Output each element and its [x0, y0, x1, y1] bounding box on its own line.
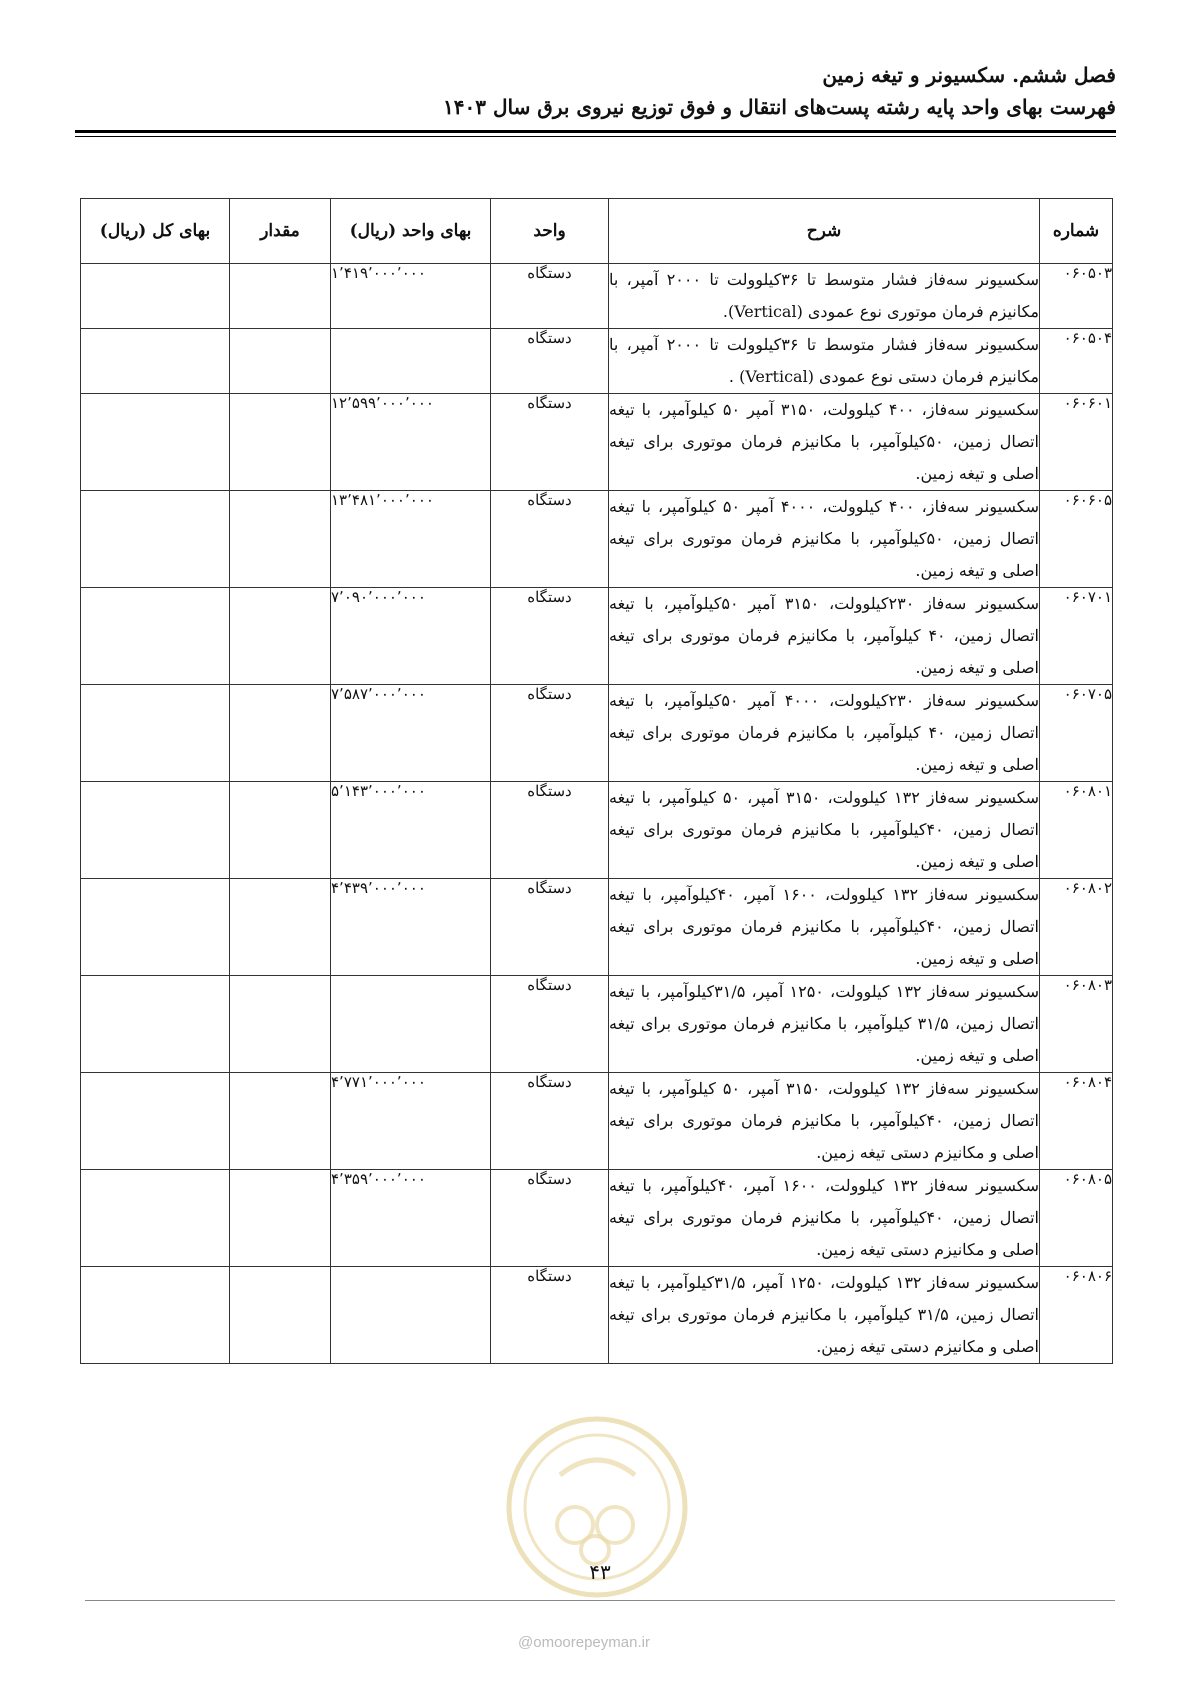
header-rule-thick [75, 130, 1116, 133]
item-unit: دستگاه [491, 394, 609, 491]
item-quantity[interactable] [230, 394, 331, 491]
watermark-url: @omoorepeyman.ir [518, 1634, 650, 1651]
item-quantity[interactable] [230, 1073, 331, 1170]
item-quantity[interactable] [230, 491, 331, 588]
item-unit: دستگاه [491, 1267, 609, 1364]
item-total-price[interactable] [81, 491, 230, 588]
footer-rule [85, 1600, 1115, 1601]
item-description: سکسیونر سه‌فاز ۱۳۲ کیلوولت، ۱۶۰۰ آمپر، ۴۰کیلوآمپر، با تیغه اتصال زمین، ۴۰کیلوآمپر، با مکانیزم فرمان موتوری برای تیغه اصلی و تیغه زمین. [609, 879, 1040, 976]
item-unit: دستگاه [491, 588, 609, 685]
item-unit-price: ۴٬۳۵۹٬۰۰۰٬۰۰۰ [331, 1170, 491, 1267]
item-unit: دستگاه [491, 1073, 609, 1170]
item-quantity[interactable] [230, 588, 331, 685]
item-total-price[interactable] [81, 1073, 230, 1170]
item-description: سکسیونر سه‌فاز ۱۳۲ کیلوولت، ۳۱۵۰ آمپر، ۵۰ کیلوآمپر، با تیغه اتصال زمین، ۴۰کیلوآمپر، با مکانیزم فرمان موتوری برای تیغه اصلی و تیغه زمین. [609, 782, 1040, 879]
item-quantity[interactable] [230, 264, 331, 329]
item-unit-price: ۷٬۰۹۰٬۰۰۰٬۰۰۰ [331, 588, 491, 685]
item-unit: دستگاه [491, 1170, 609, 1267]
item-unit: دستگاه [491, 491, 609, 588]
item-unit: دستگاه [491, 879, 609, 976]
item-unit-price: ۵٬۱۴۳٬۰۰۰٬۰۰۰ [331, 782, 491, 879]
table-row [81, 588, 1113, 685]
item-number: ۰۶۰۸۰۲ [1040, 879, 1113, 976]
header-number: شماره [1040, 199, 1113, 264]
item-quantity[interactable] [230, 1267, 331, 1364]
item-unit-price [331, 1267, 491, 1364]
table-row [81, 1267, 1113, 1364]
item-quantity[interactable] [230, 685, 331, 782]
item-total-price[interactable] [81, 329, 230, 394]
item-number: ۰۶۰۷۰۵ [1040, 685, 1113, 782]
item-number: ۰۶۰۸۰۵ [1040, 1170, 1113, 1267]
header-unit: واحد [491, 199, 609, 264]
item-description: سکسیونر سه‌فاز ۱۳۲ کیلوولت، ۳۱۵۰ آمپر، ۵۰ کیلوآمپر، با تیغه اتصال زمین، ۴۰کیلوآمپر، با مکانیزم فرمان موتوری برای تیغه اصلی و مکانیزم دستی تیغه زمین. [609, 1073, 1040, 1170]
header-quantity: مقدار [230, 199, 331, 264]
item-unit-price: ۱۲٬۵۹۹٬۰۰۰٬۰۰۰ [331, 394, 491, 491]
item-total-price[interactable] [81, 394, 230, 491]
item-description: سکسیونر سه‌فاز، ۴۰۰ کیلوولت، ۳۱۵۰ آمپر ۵۰ کیلوآمپر، با تیغه اتصال زمین، ۵۰کیلوآمپر، با مکانیزم فرمان موتوری برای تیغه اصلی و تیغه زمین. [609, 394, 1040, 491]
price-table [80, 198, 1113, 1364]
item-description: سکسیونر سه‌فاز، ۴۰۰ کیلوولت، ۴۰۰۰ آمپر ۵۰ کیلوآمپر، با تیغه اتصال زمین، ۵۰کیلوآمپر، با مکانیزم فرمان موتوری برای تیغه اصلی و تیغه زمین. [609, 491, 1040, 588]
item-unit-price: ۴٬۷۷۱٬۰۰۰٬۰۰۰ [331, 1073, 491, 1170]
header-unit-price: بهای واحد (ریال) [331, 199, 491, 264]
item-total-price[interactable] [81, 782, 230, 879]
item-description: سکسیونر سه‌فاز ۱۳۲ کیلوولت، ۱۶۰۰ آمپر، ۴۰کیلوآمپر، با تیغه اتصال زمین، ۴۰کیلوآمپر، با مکانیزم فرمان موتوری برای تیغه اصلی و مکانیزم دستی تیغه زمین. [609, 1170, 1040, 1267]
item-number: ۰۶۰۸۰۴ [1040, 1073, 1113, 1170]
table-row [81, 264, 1113, 329]
table-row [81, 976, 1113, 1073]
item-total-price[interactable] [81, 588, 230, 685]
item-unit-price [331, 329, 491, 394]
item-description: سکسیونر سه‌فاز فشار متوسط تا ۳۶کیلوولت تا ۲۰۰۰ آمپر، با مکانیزم فرمان موتوری نوع عمودی (Vertical). [609, 264, 1040, 329]
table-row [81, 685, 1113, 782]
item-unit-price: ۴٬۴۳۹٬۰۰۰٬۰۰۰ [331, 879, 491, 976]
header-total-price: بهای کل (ریال) [81, 199, 230, 264]
chapter-title: فصل ششم. سکسیونر و تیغه زمین [822, 63, 1116, 87]
item-total-price[interactable] [81, 976, 230, 1073]
item-number: ۰۶۰۸۰۶ [1040, 1267, 1113, 1364]
header-rule-thin [75, 136, 1116, 137]
item-total-price[interactable] [81, 264, 230, 329]
item-quantity[interactable] [230, 879, 331, 976]
page-header [443, 58, 1116, 122]
item-total-price[interactable] [81, 1170, 230, 1267]
item-description: سکسیونر سه‌فاز ۲۳۰کیلوولت، ۳۱۵۰ آمپر ۵۰کیلوآمپر، با تیغه اتصال زمین، ۴۰ کیلوآمپر، با مکانیزم فرمان موتوری برای تیغه اصلی و تیغه زمین. [609, 588, 1040, 685]
item-total-price[interactable] [81, 1267, 230, 1364]
table-row [81, 491, 1113, 588]
document-title: فهرست بهای واحد پایه رشته پست‌های انتقال و فوق توزیع نیروی برق سال ۱۴۰۳ [443, 95, 1116, 119]
item-quantity[interactable] [230, 976, 331, 1073]
page-number: ۴۳ [589, 1560, 611, 1584]
item-unit-price: ۷٬۵۸۷٬۰۰۰٬۰۰۰ [331, 685, 491, 782]
item-total-price[interactable] [81, 685, 230, 782]
item-number: ۰۶۰۵۰۴ [1040, 329, 1113, 394]
item-description: سکسیونر سه‌فاز ۱۳۲ کیلوولت، ۱۲۵۰ آمپر، ۳۱/۵کیلوآمپر، با تیغه اتصال زمین، ۳۱/۵ کیلوآمپر، با مکانیزم فرمان موتوری برای تیغه اصلی و مکانیزم دستی تیغه زمین. [609, 1267, 1040, 1364]
item-unit-price: ۱۳٬۴۸۱٬۰۰۰٬۰۰۰ [331, 491, 491, 588]
table-row [81, 394, 1113, 491]
item-unit-price [331, 976, 491, 1073]
item-number: ۰۶۰۵۰۳ [1040, 264, 1113, 329]
item-quantity[interactable] [230, 782, 331, 879]
table-row [81, 329, 1113, 394]
item-quantity[interactable] [230, 329, 331, 394]
item-unit: دستگاه [491, 329, 609, 394]
item-unit-price: ۱٬۴۱۹٬۰۰۰٬۰۰۰ [331, 264, 491, 329]
item-number: ۰۶۰۸۰۳ [1040, 976, 1113, 1073]
item-description: سکسیونر سه‌فاز فشار متوسط تا ۳۶کیلوولت تا ۲۰۰۰ آمپر، با مکانیزم فرمان دستی نوع عمودی (Vertical) . [609, 329, 1040, 394]
table-row [81, 782, 1113, 879]
table-row [81, 879, 1113, 976]
item-total-price[interactable] [81, 879, 230, 976]
table-row [81, 1170, 1113, 1267]
item-number: ۰۶۰۶۰۵ [1040, 491, 1113, 588]
item-description: سکسیونر سه‌فاز ۲۳۰کیلوولت، ۴۰۰۰ آمپر ۵۰کیلوآمپر، با تیغه اتصال زمین، ۴۰ کیلوآمپر، با مکانیزم فرمان موتوری برای تیغه اصلی و تیغه زمین. [609, 685, 1040, 782]
item-quantity[interactable] [230, 1170, 331, 1267]
item-unit: دستگاه [491, 782, 609, 879]
item-unit: دستگاه [491, 685, 609, 782]
item-unit: دستگاه [491, 976, 609, 1073]
item-number: ۰۶۰۷۰۱ [1040, 588, 1113, 685]
table-row [81, 1073, 1113, 1170]
header-description: شرح [609, 199, 1040, 264]
table-header-row [81, 199, 1113, 264]
item-number: ۰۶۰۸۰۱ [1040, 782, 1113, 879]
item-number: ۰۶۰۶۰۱ [1040, 394, 1113, 491]
item-unit: دستگاه [491, 264, 609, 329]
item-description: سکسیونر سه‌فاز ۱۳۲ کیلوولت، ۱۲۵۰ آمپر، ۳۱/۵کیلوآمپر، با تیغه اتصال زمین، ۳۱/۵ کیلوآمپر، با مکانیزم فرمان موتوری برای تیغه اصلی و تیغه زمین. [609, 976, 1040, 1073]
